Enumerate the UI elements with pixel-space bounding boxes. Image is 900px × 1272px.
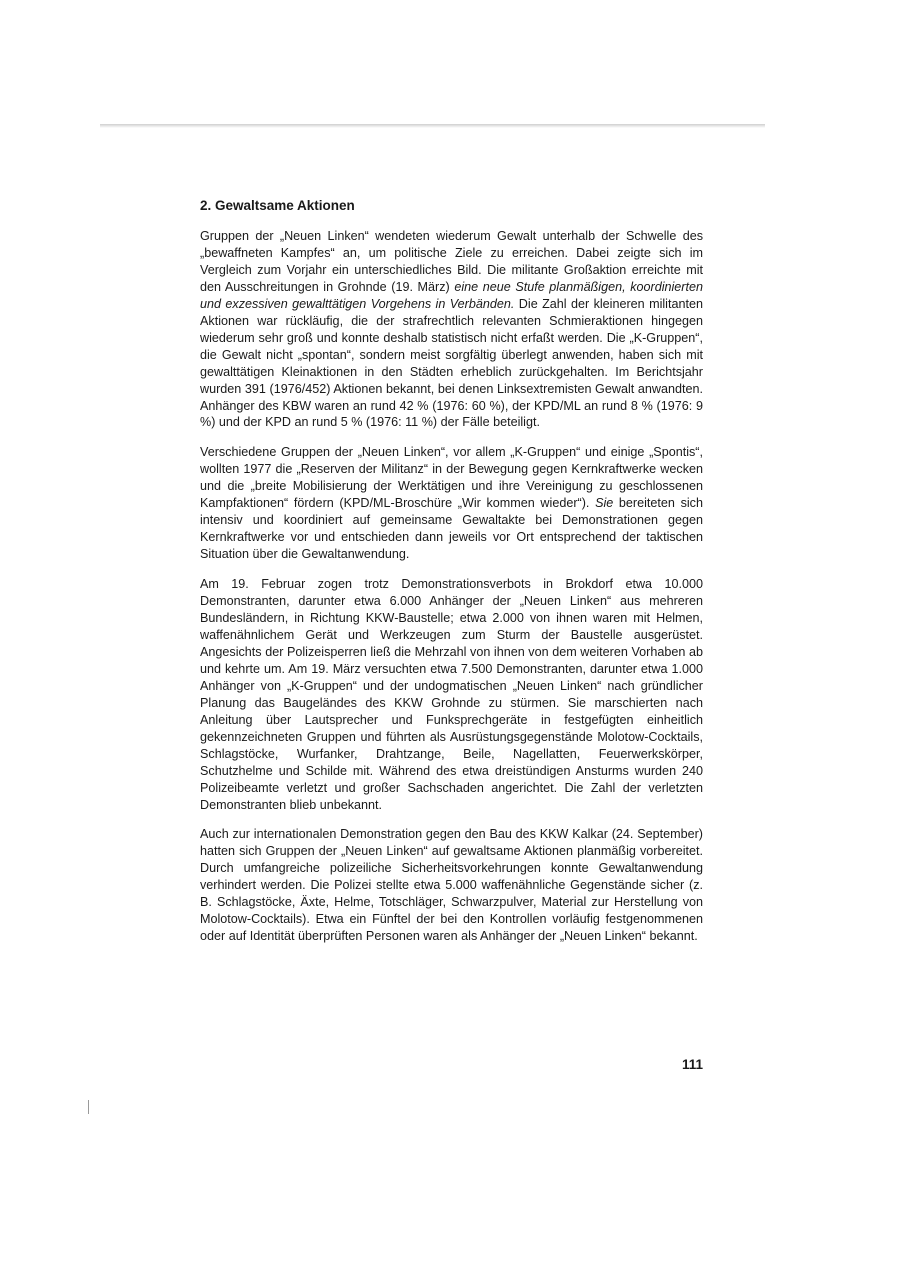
- paragraph-4-text: Auch zur internationalen Demonstration gegen den Bau des KKW Kalkar (24. September) hatten sich Gruppen der „Neuen Linken“ auf gewaltsame Aktionen planmäßig vorbereitet. Durch umfangreiche polizeiliche Sicherheitsvorkehrungen konnte Gewaltanwendung verhindert werden. Die Polizei stellte etwa 5.000 waffenähnliche Gegenstände sicher (z. B. Schlagstöcke, Äxte, Helme, Totschläger, Schwarzpulver, Material zur Herstellung von Molotow-Cocktails). Etwa ein Fünftel der bei den Kontrollen vorläufig festgenommenen oder auf Identität überprüften Personen waren als Anhänger der „Neuen Linken“ bekannt.: [200, 827, 703, 944]
- paragraph-1: [200, 228, 703, 431]
- paragraph-2: [200, 444, 703, 563]
- section-heading: 2. Gewaltsame Aktionen: [200, 198, 355, 213]
- paragraph-4: [200, 826, 703, 945]
- scan-edge-shadow: [100, 124, 765, 128]
- paragraph-3: [200, 576, 703, 813]
- paragraph-2-italic: Sie: [595, 496, 614, 511]
- paragraph-1-text: Gruppen der „Neuen Linken“ wendeten wiederum Gewalt unterhalb der Schwelle des „bewaffneten Kampfes“ an, um politische Ziele zu erreichen. Dabei zeigte sich im Vergleich zum Vorjahr ein unterschiedliches Bild. Die militante Großaktion erreichte mit den Ausschreitungen in Grohnde (19. März): [200, 229, 703, 294]
- paragraph-2-text: Verschiedene Gruppen der „Neuen Linken“, vor allem „K-Gruppen“ und einige „Spontis“, wollten 1977 die „Reserven der Militanz“ in der Bewegung gegen Kernkraftwerke wecken und die „breite Mobilisierung der Werktätigen und ihre Vereinigung zu geschlossenen Kampfaktionen“ fördern (KPD/ML-Broschüre „Wir kommen wieder“).: [200, 445, 703, 511]
- paragraph-1-italic: eine neue Stufe planmäßigen, koordinierten und exzessiven gewalttätigen Vorgehens in Verbänden.: [200, 279, 704, 311]
- scan-margin-mark: [88, 1100, 89, 1114]
- paragraph-1-text-rest: Die Zahl der kleineren militanten Aktionen war rückläufig, die der strafrechtlich relevanten Schmieraktionen hingegen wiederum sehr groß und konnte deshalb statistisch nicht erfaßt werden. Die „K-Gruppen“, die Gewalt nicht „spontan“, sondern meist sorgfältig überlegt anwenden, haben sich mit gewalttätigen Kleinaktionen in den Städten erheblich zurückgehalten. Im Berichtsjahr wurden 391 (1976/452) Aktionen bekannt, bei denen Linksextremisten Gewalt anwandten. Anhänger des KBW waren an rund 42 % (1976: 60 %), der KPD/ML an rund 8 % (1976: 9 %) und der KPD an rund 5 % (1976: 11 %) der Fälle beteiligt.: [200, 296, 703, 430]
- paragraph-2-text-rest: bereiteten sich intensiv und koordiniert auf gemeinsame Gewaltakte bei Demonstrationen gegen Kernkraftwerke vor und entschieden dann jeweils vor Ort entsprechend der taktischen Situation über die Gewaltanwendung.: [200, 496, 703, 562]
- document-body: [200, 197, 703, 958]
- paragraph-3-text: Am 19. Februar zogen trotz Demonstrationsverbots in Brokdorf etwa 10.000 Demonstranten, darunter etwa 6.000 Anhänger der „Neuen Linken“ aus mehreren Bundesländern, in Richtung KKW-Baustelle; etwa 2.000 von ihnen waren mit Helmen, waffenähnlichem Gerät und Werkzeugen zum Sturm der Baustelle ausgerüstet. Angesichts der Polizeisperren ließ die Mehrzahl von ihnen von dem weiteren Vorhaben ab und kehrte um. Am 19. März versuchten etwa 7.500 Demonstranten, darunter etwa 1.000 Anhänger von „K-Gruppen“ und der undogmatischen „Neuen Linken“ nach gründlicher Planung das Baugeländes des KKW Grohnde zu stürmen. Sie marschierten nach Anleitung über Lautsprecher und Funksprechgeräte in festgefügten einheitlich gekennzeichneten Gruppen und führten als Ausrüstungsgegenstände Molotow-Cocktails, Schlagstöcke, Wurfanker, Drahtzange, Beile, Nagellatten, Feuerwerkskörper, Schutzhelme und Schilde mit. Während des etwa dreistündigen Ansturms wurden 240 Polizeibeamte verletzt und großer Sachschaden angerichtet. Die Zahl der verletzten Demonstranten blieb unbekannt.: [200, 577, 703, 812]
- page-number: 111: [681, 1057, 703, 1072]
